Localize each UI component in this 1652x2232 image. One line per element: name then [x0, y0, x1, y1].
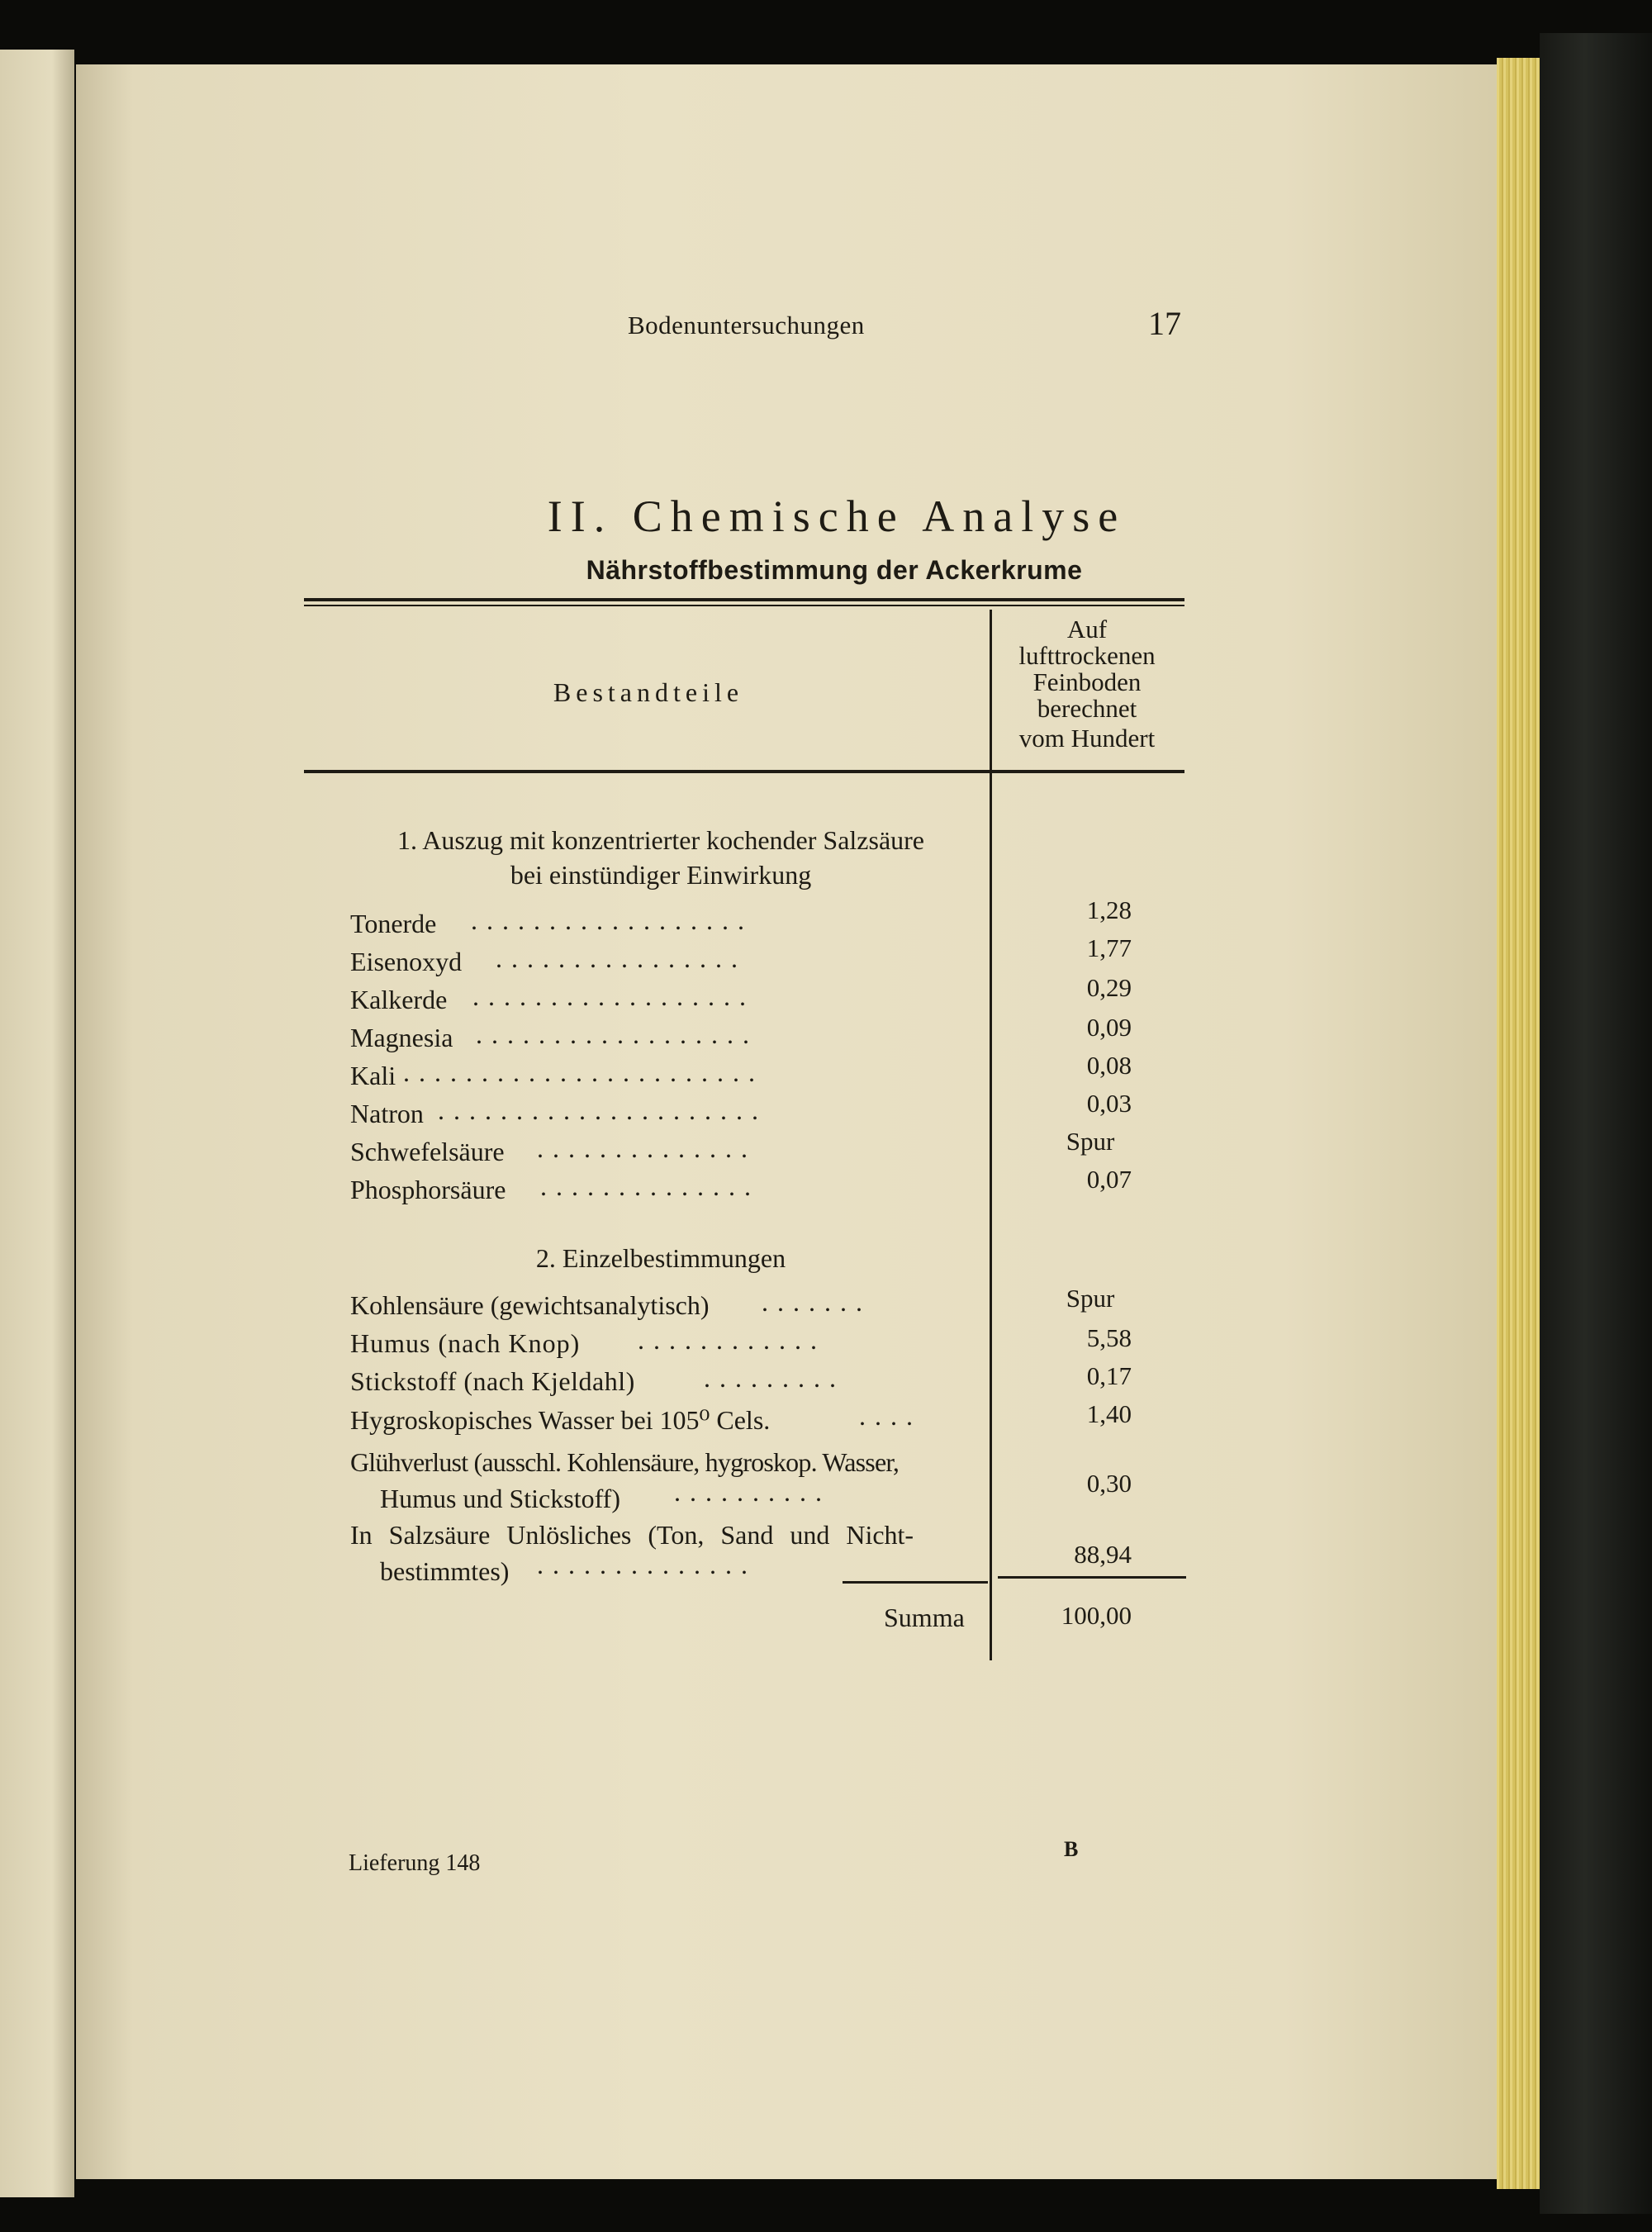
- value-eisenoxyd: 1,77: [1086, 933, 1132, 962]
- running-head: Bodenuntersuchungen: [628, 311, 865, 340]
- summa-value: 100,00: [1061, 1601, 1132, 1630]
- book-binding: [1540, 33, 1652, 2214]
- row-label-magnesia: Magnesia: [350, 1023, 453, 1052]
- footer-lieferung: Lieferung 148: [349, 1850, 481, 1876]
- page-number: 17: [1148, 305, 1181, 342]
- value-magnesia: 0,09: [1086, 1013, 1132, 1042]
- summa-rule-left: [843, 1581, 988, 1584]
- value-kalkerde: 0,29: [1086, 973, 1132, 1002]
- value-kohlensaeure: Spur: [1066, 1284, 1115, 1313]
- column-divider: [990, 610, 992, 1660]
- page-subtitle: Nährstoffbestimmung der Ackerkrume: [586, 555, 1083, 585]
- value-schwefelsaeure: Spur: [1066, 1127, 1115, 1156]
- row-label-kalkerde: Kalkerde: [350, 985, 448, 1014]
- value-stickstoff: 0,17: [1086, 1361, 1132, 1390]
- signature-mark: B: [1064, 1837, 1079, 1861]
- table-top-rule-thick: [304, 598, 1184, 601]
- value-kali: 0,08: [1086, 1051, 1132, 1080]
- section-2-heading: 2. Einzelbestimmungen: [535, 1243, 786, 1273]
- book-page: [76, 64, 1497, 2179]
- leader-dots: ............: [638, 1325, 826, 1355]
- row-label-hygroskopisches-wasser: Hygroskopisches Wasser bei 105⁰ Cels.: [350, 1405, 771, 1435]
- summa-label: Summa: [884, 1603, 965, 1632]
- leader-dots: ..............: [537, 1550, 757, 1579]
- row-label-tonerde: Tonerde: [350, 909, 437, 938]
- column-header-line: berechnet: [1037, 694, 1137, 723]
- value-tonerde: 1,28: [1086, 895, 1132, 924]
- leader-dots: ..................: [471, 905, 753, 935]
- column-header-line: Feinboden: [1032, 667, 1142, 696]
- leader-dots: ..............: [537, 1133, 757, 1163]
- leader-dots: ................: [496, 943, 747, 973]
- row-label-line: Humus und Stickstoff): [380, 1484, 620, 1513]
- row-label-line: In Salzsäure Unlösliches (Ton, Sand und Nicht-: [350, 1520, 914, 1550]
- row-label-stickstoff: Stickstoff (nach Kjeldahl): [350, 1366, 635, 1396]
- leader-dots: .......................: [403, 1057, 764, 1087]
- header-bottom-rule: [304, 770, 1184, 773]
- page-title: II. Chemische Analyse: [547, 492, 1127, 541]
- value-natron: 0,03: [1086, 1089, 1132, 1118]
- row-label-humus: Humus (nach Knop): [350, 1328, 581, 1358]
- leader-dots: ....: [859, 1401, 922, 1431]
- value-hygroskopisches-wasser: 1,40: [1086, 1399, 1132, 1428]
- leader-dots: ..........: [674, 1477, 831, 1507]
- row-label-kali: Kali: [350, 1061, 396, 1090]
- left-page-edge: [0, 50, 74, 2197]
- section-1-heading-line: bei einstündiger Einwirkung: [510, 860, 812, 890]
- leader-dots: .........: [704, 1363, 845, 1393]
- row-label-line: Glühverlust (ausschl. Kohlensäure, hygroskop. Wasser,: [350, 1447, 900, 1477]
- leader-dots: ..................: [476, 1019, 758, 1049]
- summa-rule-right: [998, 1576, 1186, 1579]
- value-unloesliches: 88,94: [1074, 1540, 1132, 1569]
- column-header-line: Auf: [1066, 615, 1108, 643]
- table-top-rule-thin: [304, 605, 1184, 606]
- column-header-bestandteile: Bestandteile: [553, 677, 744, 707]
- leader-dots: .....................: [438, 1095, 767, 1125]
- row-label-natron: Natron: [350, 1099, 424, 1128]
- row-label-phosphorsaeure: Phosphorsäure: [350, 1175, 506, 1204]
- column-header-unit: [991, 616, 1183, 752]
- row-label-kohlensaeure: Kohlensäure (gewichtsanalytisch): [350, 1290, 710, 1320]
- section-1-heading-line: 1. Auszug mit konzentrierter kochender Salzsäure: [397, 825, 924, 855]
- leader-dots: .......: [762, 1287, 871, 1317]
- leader-dots: ..............: [540, 1171, 760, 1201]
- value-phosphorsaeure: 0,07: [1086, 1165, 1132, 1194]
- value-gluehverlust: 0,30: [1086, 1469, 1132, 1498]
- column-header-line: vom Hundert: [1018, 724, 1156, 753]
- page-stack-edge: [1497, 58, 1540, 2189]
- section-1-heading: [330, 823, 991, 892]
- column-header-line: lufttrockenen: [1018, 641, 1156, 670]
- row-label-line: bestimmtes): [380, 1556, 510, 1586]
- row-label-eisenoxyd: Eisenoxyd: [350, 947, 463, 976]
- value-humus: 5,58: [1086, 1323, 1132, 1352]
- row-label-schwefelsaeure: Schwefelsäure: [350, 1137, 505, 1166]
- leader-dots: ..................: [472, 981, 755, 1011]
